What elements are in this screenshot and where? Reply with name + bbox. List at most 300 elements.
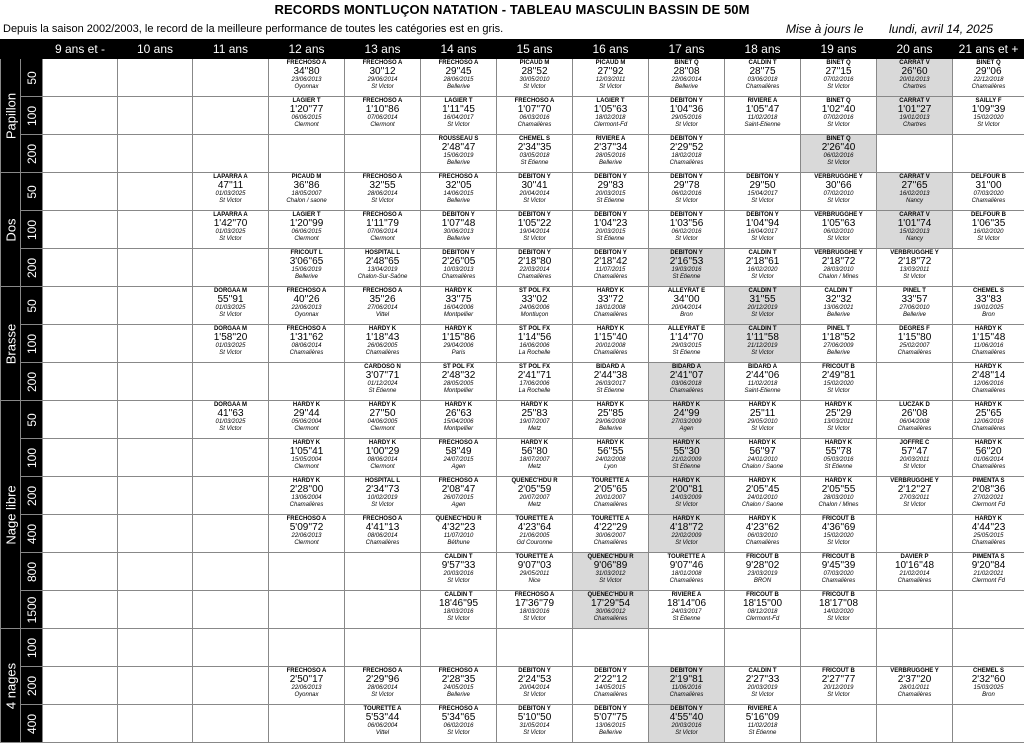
record-cell (345, 401, 421, 439)
swimmer-name: HARDY K (824, 478, 853, 484)
swimmer-name: LAGIER T (292, 98, 321, 104)
record-date: 20/12/2019 (747, 305, 778, 312)
record-cell (345, 325, 421, 363)
swimmer-name: CARRAT V (899, 174, 930, 180)
record-time: 1'05''63 (593, 104, 628, 116)
record-date: 10/03/2013 (443, 267, 474, 274)
swimmer-name: DEBITON Y (442, 212, 475, 218)
record-city: Clermont-Fd (745, 616, 780, 623)
record-date: 06/06/2004 (367, 723, 398, 730)
record-cell (573, 97, 649, 135)
record-city: Chamalières (897, 426, 932, 433)
record-cell (801, 287, 877, 325)
swimmer-name: HARDY K (748, 402, 777, 408)
record-cell (43, 325, 118, 363)
swimmer-name: DEBITON Y (442, 250, 475, 256)
record-date: 15/04/2006 (443, 419, 474, 426)
record-time: 25''85 (597, 408, 624, 420)
record-time: 2'24''53 (517, 674, 552, 686)
record-date: 24/05/2015 (443, 685, 474, 692)
record-city: St Victor (675, 198, 698, 205)
swimmer-name: DEBITON Y (670, 706, 703, 712)
record-time: 30''41 (521, 180, 548, 192)
record-date: 16/04/2017 (747, 229, 778, 236)
record-city: St Victor (827, 236, 850, 243)
record-city: Chamalières (669, 388, 704, 395)
record-date: 30/05/2010 (519, 77, 550, 84)
swimmer-name: HOSPITAL L (364, 478, 401, 484)
record-time: 27''50 (369, 408, 396, 420)
record-time: 1'01''74 (897, 218, 932, 230)
record-city: Chalon / Mines (818, 502, 859, 509)
record-city: St Victor (523, 84, 546, 91)
record-city: Bellerive (446, 236, 470, 243)
swimmer-name: HARDY K (444, 326, 473, 332)
record-city: St Etienne (748, 730, 777, 737)
record-city: Bellerive (446, 160, 470, 167)
distance-label: 100 (21, 325, 43, 363)
swimmer-name: FRICOUT B (746, 554, 779, 560)
record-cell (953, 477, 1024, 515)
record-time: 56''20 (975, 446, 1002, 458)
swimmer-name: HARDY K (596, 288, 625, 294)
record-cell (118, 553, 193, 591)
record-date: 23/03/2019 (747, 571, 778, 578)
record-date: 07/06/2014 (367, 115, 398, 122)
record-time: 1'20''99 (289, 218, 324, 230)
swimmer-name: VERBRUGGHE Y (890, 668, 939, 674)
swimmer-name: LAPARRA A (213, 212, 248, 218)
swimmer-name: TOURETTE A (591, 516, 630, 522)
record-city: St Victor (523, 730, 546, 737)
record-cell (573, 249, 649, 287)
record-cell (269, 173, 345, 211)
record-city: St Victor (219, 426, 242, 433)
swimmer-name: DEBITON Y (746, 212, 779, 218)
record-cell (725, 363, 801, 401)
category-header-row (1, 40, 1024, 59)
page-title: RECORDS MONTLUÇON NATATION - TABLEAU MASCULIN BASSIN DE 50M (274, 2, 750, 17)
swimmer-name: DEBITON Y (518, 212, 551, 218)
record-cell (193, 59, 269, 97)
swimmer-name: ST POL FX (519, 326, 550, 332)
swimmer-name: FRICOUT B (822, 364, 855, 370)
stroke-label: Nage libre (1, 401, 21, 629)
record-time: 1'15''80 (897, 332, 932, 344)
record-cell (573, 667, 649, 705)
record-cell (649, 211, 725, 249)
record-city: Chamalières (971, 198, 1006, 205)
swimmer-name: FRECHOSO A (362, 288, 403, 294)
swimmer-name: HARDY K (672, 402, 701, 408)
record-city: St Victor (827, 616, 850, 623)
swimmer-name: TOURETTE A (591, 478, 630, 484)
record-cell (801, 59, 877, 97)
record-cell (421, 591, 497, 629)
record-cell (497, 667, 573, 705)
record-cell (269, 591, 345, 629)
record-date: 06/02/2016 (823, 153, 854, 160)
record-time: 1'05''63 (821, 218, 856, 230)
record-time: 2'34''73 (365, 484, 400, 496)
record-date: 07/02/2016 (823, 115, 854, 122)
swimmer-name: CALDIN T (748, 668, 777, 674)
record-city: Béthune (447, 540, 470, 547)
record-city: La Rochelle (518, 388, 551, 395)
info-note: Depuis la saison 2002/2003, le record de la meilleure performance de toutes les catégories est en gris. (3, 23, 504, 35)
record-time: 1'20''77 (289, 104, 324, 116)
record-cell (497, 439, 573, 477)
record-date: 20/03/2019 (747, 685, 778, 692)
record-time: 4'32''23 (441, 522, 476, 534)
swimmer-name: LAPARRA A (213, 174, 248, 180)
record-cell (649, 363, 725, 401)
record-cell (269, 705, 345, 743)
record-time: 4'23''62 (745, 522, 780, 534)
record-row (1, 401, 1024, 439)
swimmer-name: DEBITON Y (670, 250, 703, 256)
record-cell (421, 477, 497, 515)
record-cell (118, 401, 193, 439)
record-cell (725, 325, 801, 363)
category-header: 14 ans (421, 40, 497, 59)
record-time: 2'08''47 (441, 484, 476, 496)
swimmer-name: HARDY K (368, 326, 397, 332)
record-time: 2'08''36 (971, 484, 1006, 496)
record-time: 26''60 (901, 66, 928, 78)
record-time: 1'01''27 (897, 104, 932, 116)
swimmer-name: DEBITON Y (518, 706, 551, 712)
record-date: 14/05/2015 (595, 685, 626, 692)
record-time: 10'16''48 (894, 560, 935, 572)
record-date: 24/07/2015 (443, 457, 474, 464)
record-cell (345, 629, 421, 667)
record-date: 18/02/2018 (671, 153, 702, 160)
record-cell (345, 287, 421, 325)
record-cell (877, 173, 953, 211)
record-date: 01/06/2014 (973, 457, 1004, 464)
category-header: 12 ans (269, 40, 345, 59)
record-date: 18/03/2016 (519, 609, 550, 616)
record-cell (43, 59, 118, 97)
record-date: 15/02/2013 (899, 229, 930, 236)
record-city: Chamalières (289, 502, 324, 509)
record-city: St Victor (219, 350, 242, 357)
swimmer-name: HARDY K (748, 440, 777, 446)
record-date: 07/03/2020 (973, 191, 1004, 198)
record-city: Clermont (294, 236, 319, 243)
record-cell (421, 135, 497, 173)
record-time: 32''05 (445, 180, 472, 192)
category-header: 21 ans et + (953, 40, 1024, 59)
swimmer-name: VERBRUGGHE Y (890, 478, 939, 484)
record-cell (953, 363, 1024, 401)
record-time: 4'23''64 (517, 522, 552, 534)
category-header: 18 ans (725, 40, 801, 59)
swimmer-name: FRECHOSO A (362, 516, 403, 522)
record-city: Bellerive (598, 426, 622, 433)
record-date: 22/06/2014 (671, 77, 702, 84)
record-date: 21/12/2019 (747, 343, 778, 350)
record-city: St Victor (675, 122, 698, 129)
distance-label: 200 (21, 667, 43, 705)
record-cell (649, 439, 725, 477)
record-date: 20/03/2016 (443, 571, 474, 578)
swimmer-name: DEBITON Y (518, 668, 551, 674)
record-city: St Etienne (672, 274, 701, 281)
swimmer-name: HARDY K (974, 516, 1003, 522)
record-cell (193, 249, 269, 287)
record-city: St Victor (675, 540, 698, 547)
record-city: Agen (451, 464, 466, 471)
record-city: Chartres (902, 122, 926, 129)
record-time: 25''83 (521, 408, 548, 420)
swimmer-name: PIMENTA S (972, 478, 1005, 484)
record-cell (269, 401, 345, 439)
record-time: 2'18''80 (517, 256, 552, 268)
record-date: 28/03/2010 (823, 495, 854, 502)
swimmer-name: CARRAT V (899, 212, 930, 218)
record-cell (43, 629, 118, 667)
record-cell (953, 173, 1024, 211)
record-city: Montpellier (443, 388, 474, 395)
record-cell (649, 553, 725, 591)
record-date: 19/03/2016 (671, 267, 702, 274)
record-time: 29''45 (445, 66, 472, 78)
record-city: Bellerive (826, 312, 850, 319)
record-date: 18/01/2008 (671, 571, 702, 578)
record-time: 2'05''59 (517, 484, 552, 496)
record-date: 29/05/2010 (747, 419, 778, 426)
record-cell (725, 211, 801, 249)
record-cell (193, 629, 269, 667)
swimmer-name: CALDIN T (444, 554, 473, 560)
swimmer-name: SAILLY F (975, 98, 1002, 104)
record-time: 4'36''69 (821, 522, 856, 534)
record-time: 5'34''65 (441, 712, 476, 724)
record-city: St Victor (751, 236, 774, 243)
record-date: 13/04/2019 (367, 267, 398, 274)
record-time: 2'00''81 (669, 484, 704, 496)
record-time: 4'55''40 (669, 712, 704, 724)
record-date: 30/06/2013 (443, 229, 474, 236)
record-time: 1'04''94 (745, 218, 780, 230)
record-cell (649, 667, 725, 705)
swimmer-name: PICAUD M (519, 60, 550, 66)
record-cell (345, 211, 421, 249)
record-time: 33''75 (445, 294, 472, 306)
record-cell (43, 287, 118, 325)
record-city: St Victor (977, 122, 1000, 129)
record-date: 20/01/2007 (595, 495, 626, 502)
record-date: 03/06/2018 (671, 381, 702, 388)
record-city: Bellerive (826, 350, 850, 357)
record-city: Clermont (294, 426, 319, 433)
record-time: 1'11''58 (746, 332, 779, 344)
swimmer-name: FRECHOSO A (514, 592, 555, 598)
swimmer-name: HARDY K (672, 478, 701, 484)
record-time: 4'18''72 (669, 522, 704, 534)
record-cell (801, 325, 877, 363)
record-date: 07/02/2016 (823, 77, 854, 84)
record-cell (725, 135, 801, 173)
swimmer-name: JOFFRE C (899, 440, 930, 446)
record-city: St Victor (219, 198, 242, 205)
record-date: 25/02/2007 (899, 343, 930, 350)
record-date: 13/06/2021 (823, 305, 854, 312)
swimmer-name: CALDIN T (444, 592, 473, 598)
record-date: 10/02/2019 (367, 495, 398, 502)
record-time: 2'27''33 (745, 674, 780, 686)
record-time: 17'36''79 (514, 598, 555, 610)
record-city: Chamalières (365, 540, 400, 547)
record-date: 11/07/2015 (595, 267, 626, 274)
record-date: 18/01/2008 (595, 305, 626, 312)
record-cell (118, 477, 193, 515)
record-cell (953, 439, 1024, 477)
record-cell (269, 287, 345, 325)
record-cell (43, 439, 118, 477)
swimmer-name: FRECHOSO A (438, 60, 479, 66)
record-cell (118, 629, 193, 667)
record-date: 13/03/2011 (823, 419, 854, 426)
record-cell (345, 135, 421, 173)
record-date: 20/01/2013 (899, 77, 930, 84)
record-cell (953, 325, 1024, 363)
record-time: 56''80 (521, 446, 548, 458)
record-cell (725, 477, 801, 515)
swimmer-name: HARDY K (974, 402, 1003, 408)
distance-label: 100 (21, 629, 43, 667)
record-city: Clermont (294, 122, 319, 129)
record-city: St Victor (447, 616, 470, 623)
record-date: 30/06/2007 (595, 533, 626, 540)
record-cell (118, 363, 193, 401)
record-cell (801, 705, 877, 743)
record-cell (801, 173, 877, 211)
swimmer-name: DEBITON Y (670, 668, 703, 674)
record-time: 47''11 (217, 180, 244, 192)
record-cell (953, 629, 1024, 667)
record-cell (43, 553, 118, 591)
record-cell (877, 97, 953, 135)
record-city: Oyonnax (294, 84, 319, 91)
record-row (1, 439, 1024, 477)
record-date: 27/06/2010 (899, 305, 930, 312)
record-cell (649, 515, 725, 553)
record-cell (345, 97, 421, 135)
record-date: 06/02/2010 (823, 229, 854, 236)
record-date: 22/03/2014 (519, 267, 550, 274)
record-time: 24''99 (673, 408, 700, 420)
record-date: 03/05/2018 (519, 153, 550, 160)
record-city: Nancy (905, 236, 923, 243)
swimmer-name: HARDY K (444, 288, 473, 294)
record-cell (345, 439, 421, 477)
record-cell (497, 591, 573, 629)
record-row (1, 363, 1024, 401)
record-time: 31''00 (975, 180, 1002, 192)
record-time: 1'06''35 (971, 218, 1006, 230)
record-city: Montpellier (443, 312, 474, 319)
record-cell (421, 705, 497, 743)
record-cell (725, 705, 801, 743)
record-city: St Victor (751, 274, 774, 281)
swimmer-name: DEBITON Y (518, 250, 551, 256)
record-time: 1'11''79 (366, 218, 399, 230)
record-date: 24/06/2006 (519, 305, 550, 312)
record-city: St Victor (751, 426, 774, 433)
record-cell (649, 173, 725, 211)
record-cell (573, 705, 649, 743)
stroke-label: Brasse (1, 287, 21, 401)
record-date: 08/06/2014 (291, 343, 322, 350)
record-city: Chamalières (593, 692, 628, 699)
swimmer-name: FRICOUT B (822, 554, 855, 560)
record-city: Chamalières (971, 84, 1006, 91)
record-time: 18'17''08 (818, 598, 859, 610)
record-time: 27''15 (825, 66, 852, 78)
record-date: 20/04/2014 (671, 305, 702, 312)
record-city: Chamalières (897, 692, 932, 699)
record-date: 28/05/2016 (595, 153, 626, 160)
record-cell (953, 515, 1024, 553)
record-time: 5'16''09 (745, 712, 780, 724)
record-time: 25''11 (749, 408, 776, 420)
record-time: 1'42''70 (213, 218, 248, 230)
record-cell (801, 135, 877, 173)
record-date: 24/01/2010 (747, 495, 778, 502)
record-city: Clermont-Fd (593, 122, 628, 129)
record-cell (345, 249, 421, 287)
distance-label: 100 (21, 211, 43, 249)
record-cell (801, 667, 877, 705)
record-row (1, 325, 1024, 363)
record-time: 3'07''71 (365, 370, 400, 382)
record-date: 15/02/2020 (823, 533, 854, 540)
record-cell (43, 477, 118, 515)
record-time: 34''00 (673, 294, 700, 306)
record-time: 4'44''23 (971, 522, 1006, 534)
swimmer-name: CALDIN T (824, 288, 853, 294)
record-city: Bron (680, 312, 693, 319)
record-date: 04/06/2005 (367, 419, 398, 426)
swimmer-name: FRECHOSO A (362, 60, 403, 66)
swimmer-name: CHEMEL S (973, 668, 1004, 674)
distance-label: 200 (21, 363, 43, 401)
record-city: St Victor (751, 198, 774, 205)
record-city: Bellerive (902, 312, 926, 319)
record-city: St Etienne (672, 616, 701, 623)
record-city: St Victor (371, 692, 394, 699)
record-cell (43, 97, 118, 135)
swimmer-name: FRECHOSO A (438, 174, 479, 180)
record-cell (269, 363, 345, 401)
swimmer-name: CARRAT V (899, 60, 930, 66)
record-time: 1'31''62 (289, 332, 324, 344)
swimmer-name: CHEMEL S (973, 288, 1004, 294)
record-date: 12/06/2016 (973, 381, 1004, 388)
record-time: 1'05''41 (289, 446, 324, 458)
swimmer-name: FRECHOSO A (438, 668, 479, 674)
header-corner (1, 40, 43, 59)
record-cell (801, 515, 877, 553)
record-date: 24/02/2008 (595, 457, 626, 464)
record-city: St Victor (523, 692, 546, 699)
record-time: 1'09''39 (971, 104, 1006, 116)
record-cell (43, 249, 118, 287)
record-time: 2'48''65 (365, 256, 400, 268)
